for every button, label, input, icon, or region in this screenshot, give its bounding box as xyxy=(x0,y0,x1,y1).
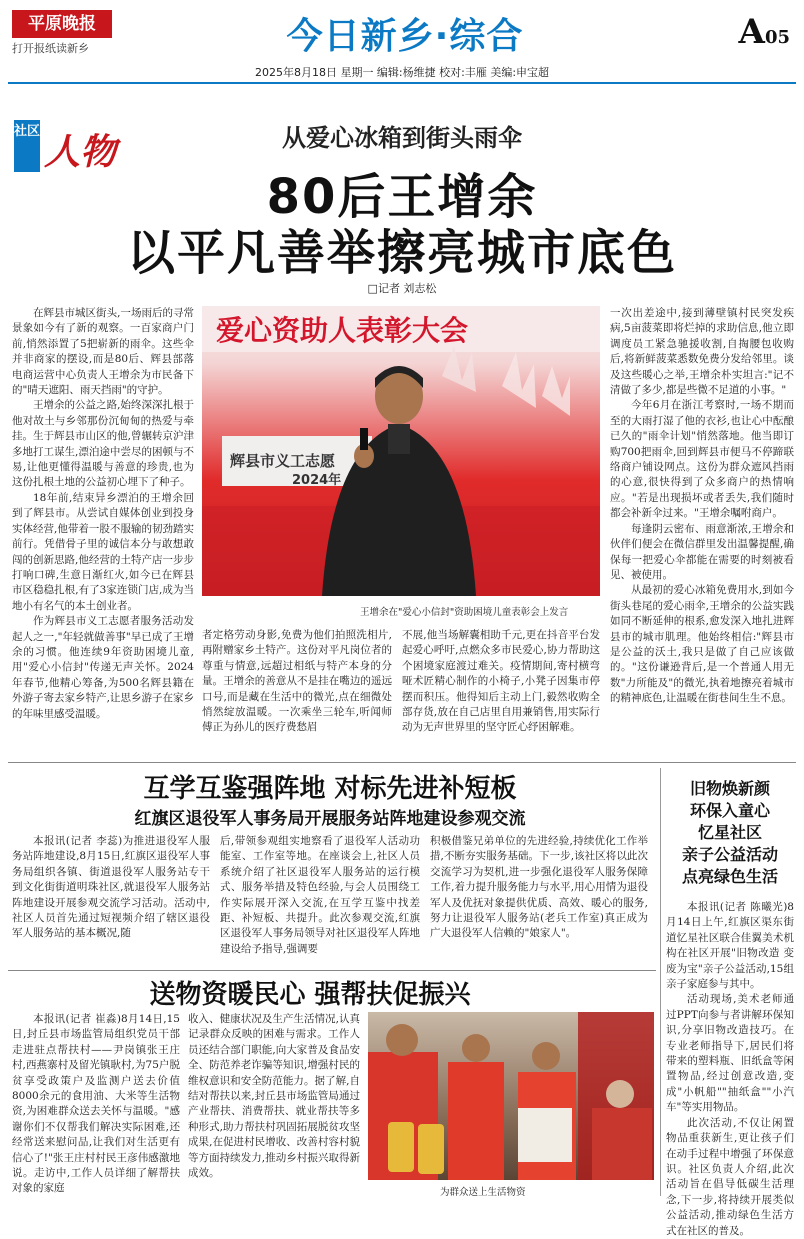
story2-headline: 互学互鉴强阵地 对标先进补短板 xyxy=(143,774,517,804)
sidebar-head-line: 亲子公益活动 xyxy=(681,845,778,864)
story2-column-1 xyxy=(12,834,210,966)
photo-banner-text: 爱心资助人表彰大会 xyxy=(216,314,469,347)
sidebar-column xyxy=(666,900,794,1237)
lead-paragraph: 作为辉县市义工志愿者服务活动发起人之一,"年轻就做善事"早已成了王增余的习惯。他连续9年资助困境儿童,用"爱心小信封"传递无声关怀。2024年春节,他精心筹备,为500名辉县籍在外游子寄去家乡特产,让思乡游子在家乡的年味里感受温暖。 xyxy=(12,615,194,720)
photo-sign-1: 辉县市义工志愿 xyxy=(230,452,336,470)
story3-paragraph: 收入、健康状况及生产生活情况,认真记录群众反映的困难与需求。工作人员还结合部门职能,向大家普及食品安全、防范养老诈骗等知识,增强村民的维权意识和安全防范能力。据了解,自结对帮扶以来,封丘县市场监管局通过产业帮扶、消费帮扶、就业帮扶等多种形式,助力帮扶村巩固拓展脱贫攻坚成果,在促进村民增收、改善村容村貌等方面持续发力,推动乡村振兴取得新成效。 xyxy=(188,1013,360,1180)
sidebar-divider xyxy=(660,768,661,1196)
lead-paragraph: 一次出差途中,接到薄壁镇村民突发疾病,5亩菠菜即将烂掉的求助信息,他立即调度员工紧急驰援收割,自掏腰包收购后,将新鲜菠菜悉数免费分发给邻里。谈及这些暖心之举,王增余朴实坦言:"记不清做了多少,都是些微不足道的小事。" xyxy=(610,307,794,397)
page-letter: A xyxy=(738,12,765,52)
sidebar-head-line: 点亮绿色生活 xyxy=(681,867,778,886)
lead-photo xyxy=(202,306,600,596)
sidebar-paragraph: 本报讯(记者 陈曦光)8月14日上午,红旗区渠东街道忆星社区联合佳翼美术机构在社区开展"旧物改造 变废为宝"亲子公益活动,15组亲子家庭参与其中。 xyxy=(666,901,794,991)
story3-column-1 xyxy=(12,1012,180,1194)
sidebar-head-line: 环保入童心 xyxy=(689,801,770,820)
header-rule xyxy=(8,82,796,84)
section-title: 今日新乡·综合 xyxy=(286,16,524,57)
sidebar-paragraph: 活动现场,美术老师通过PPT向参与者讲解环保知识,分享旧物改造技巧。在专业老师指导下,居民们将带来的塑料瓶、旧纸盒等闲置物品,经过创意改造,变成"小帆船""抽纸盒""小汽车"等实用物品。 xyxy=(666,993,794,1114)
story2-column-3 xyxy=(430,834,648,966)
story2-paragraph: 后,带领参观组实地察看了退役军人活动功能室、工作室等地。在座谈会上,社区人员系统介绍了社区退役军人服务站的运行模式、服务举措及特色经验,与会人员围绕工作实际展开深入交流,在互学互鉴中找差距、补短板、共提升。此次参观交流,红旗区退役军人事务局领导对社区退役军人阵地建设给予指导,强调要 xyxy=(220,835,420,955)
lead-paragraph: 王增余的公益之路,始终深深扎根于他对故土与乡邻那份沉甸甸的热爱与牵挂。生于辉县市山区的他,曾辗转京沪津多地打工谋生,漂泊途中尝尽的困顿与不易,让他更懂得温暖与善意的珍贵,也为这份扎根土地的公益初心埋下了种子。 xyxy=(12,399,194,489)
lead-kicker: 从爱心冰箱到街头雨伞 xyxy=(282,123,522,152)
lead-column-4 xyxy=(610,306,794,758)
column-tag-box: 社区 xyxy=(14,120,40,172)
lead-byline: □记者 刘志松 xyxy=(367,282,437,295)
story2-paragraph: 积极借鉴兄弟单位的先进经验,持续优化工作举措,不断夯实服务基础。下一步,该社区将以此次交流学习为契机,进一步强化退役军人服务保障工作,着力提升服务能力与水平,用心用情为退役军人及优抚对象提供优质、高效、暖心的服务,努力让退役军人服务站(老兵工作室)真正成为广大退役军人信赖的"娘家人"。 xyxy=(430,835,648,940)
column-tag-text: 人物 xyxy=(44,131,117,173)
newspaper-slogan: 打开报纸读新乡 xyxy=(12,42,89,55)
page-digits: 05 xyxy=(764,27,790,48)
photo-sign-2: 2024年 xyxy=(292,473,342,488)
story3-photo-caption: 为群众送上生活物资 xyxy=(440,1187,526,1198)
lead-column-3 xyxy=(402,628,600,758)
sidebar-head-line: 旧物焕新颜 xyxy=(689,779,770,798)
sidebar-paragraph: 此次活动,不仅让闲置物品重获新生,更让孩子们在动手过程中增强了环保意识。社区负责人介绍,此次活动旨在倡导低碳生活理念,下一步,将持续开展类似公益活动,推动绿色生活方式在社区的普及。 xyxy=(666,1116,794,1237)
dateline: 2025年8月18日 星期一 编辑:杨维捷 校对:丰雁 美编:申宝超 xyxy=(254,66,550,79)
sidebar-head-line: 忆星社区 xyxy=(697,823,762,842)
newspaper-logo: 平原晚报 xyxy=(12,10,112,38)
section-divider xyxy=(8,762,796,763)
story3-photo xyxy=(368,1012,654,1180)
story-divider xyxy=(8,970,656,971)
story2-paragraph: 本报讯(记者 李蕊)为推进退役军人服务站阵地建设,8月15日,红旗区退役军人事务局组织各镇、街道退役军人服务站专干到文化街街道明珠社区,就退役军人服务站阵地建设开展参观交流学习活动。活动中,社区人员首先通过短视频介绍了辖区退役军人服务站的基本概况,随 xyxy=(12,835,210,940)
lead-photo-art xyxy=(202,306,600,596)
lead-headline-1: 80后王增余 xyxy=(266,169,538,225)
story3-paragraph: 本报讯(记者 崔淼)8月14日,15日,封丘县市场监管局组织党员干部走进驻点帮扶村——尹岗镇张王庄村,西燕寨村及留光镇耿村,为75户脱贫享受政策户及监测户送去价值8000余元的食用油、大米等生活物资,为困难群众送去关怀与温暖。"感谢你们不仅帮我们解决实际困难,还经常送来慰问品,让我们对生活更有信心了!"张王庄村村民王彦伟感激地说。走访中,工作人员详细了解帮扶对象的家庭 xyxy=(12,1013,180,1195)
lead-paragraph: 者定格劳动身影,免费为他们拍照洗相片,再附赠家乡土特产。这份对平凡岗位者的尊重与情意,远超过相纸与特产本身的分量。王增余的善意从不是挂在嘴边的遥远口号,而是藏在生活中的微光,点在细微处悄然绽放温暖。一次乘坐三轮车,听闻师傅正为孙儿的医疗费愁眉 xyxy=(202,629,392,734)
sidebar-headline xyxy=(664,778,796,888)
lead-column-1 xyxy=(12,306,194,758)
lead-headline-2: 以平凡善举擦亮城市底色 xyxy=(126,225,677,281)
story3-column-2 xyxy=(188,1012,360,1194)
story3-photo-art xyxy=(368,1012,654,1180)
story2-subhead: 红旗区退役军人事务局开展服务站阵地建设参观交流 xyxy=(134,809,526,829)
lead-photo-caption: 王增余在"爱心小信封"资助困境儿童表彰会上发言 xyxy=(360,607,569,618)
lead-paragraph: 今年6月在浙江考察时,一场不期而至的大雨打湿了他的衣衫,也让心中酝酿已久的"雨伞计划"悄然落地。他当即订购700把雨伞,回到辉县市便马不停蹄联络商户铺设网点。这份为群众遮风挡雨的心意,很快得到了众多商户的热情响应。"若是出现损坏或者丢失,我们随时都会补新伞过来。"王增余嘱咐商户。 xyxy=(610,399,794,520)
page-number xyxy=(739,12,790,52)
story2-column-2 xyxy=(220,834,420,966)
lead-paragraph: 从最初的爱心冰箱免费用水,到如今街头巷尾的爱心雨伞,王增余的公益实践如同不断延伸的根系,愈发深入地扎进辉县市的城市肌理。他始终相信:"辉县市是公益的沃土,我只是做了自己应该做的。"这份谦逊背后,是一个普通人用无数"力所能及"的微光,执着地擦亮着城市的精神底色,让温暖在街巷间生生不息。 xyxy=(610,584,794,705)
lead-paragraph: 在辉县市城区街头,一场雨后的寻常景象如今有了新的观察。一百家商户门前,悄然添置了5把崭新的雨伞。这些伞并非商家的摆设,而是80后、辉县部落电商运营中心负责人王增余为市民备下的"晴天遮阳、雨天挡雨"的守护。 xyxy=(12,307,194,397)
story3-headline: 送物资暖民心 强帮扶促振兴 xyxy=(149,980,471,1010)
lead-column-2 xyxy=(202,628,392,758)
lead-paragraph: 每逢阴云密布、雨意渐浓,王增余和伙伴们便会在微信群里发出温馨提醒,确保每一把爱心伞都能在需要的时刻被看见、被使用。 xyxy=(610,522,794,581)
lead-paragraph: 18年前,结束异乡漂泊的王增余回到了辉县市。从尝试自媒体创业到投身实体经营,他带着一股不服输的韧劲踏实前行。凭借骨子里的诚信本分与敢想敢闯的创新思路,他经营的土特产店一步步打响口碑,生意日渐红火,如今已在辉县市区稳稳扎根,有了3家连锁门店,成为当地小有名气的本土创业者。 xyxy=(12,491,194,612)
lead-paragraph: 不展,他当场解囊相助千元,更在抖音平台发起爱心呼吁,点燃众多市民爱心,协力帮助这个困境家庭渡过难关。疫情期间,寄村横弯哑术匠精心制作的小椅子,小凳子因集市停摆而积压。他得知后主动上门,毅然收购全部存货,放在自己店里自用兼销售,用实际行动为无声世界里的坚守匠心纾困解难。 xyxy=(402,629,600,734)
